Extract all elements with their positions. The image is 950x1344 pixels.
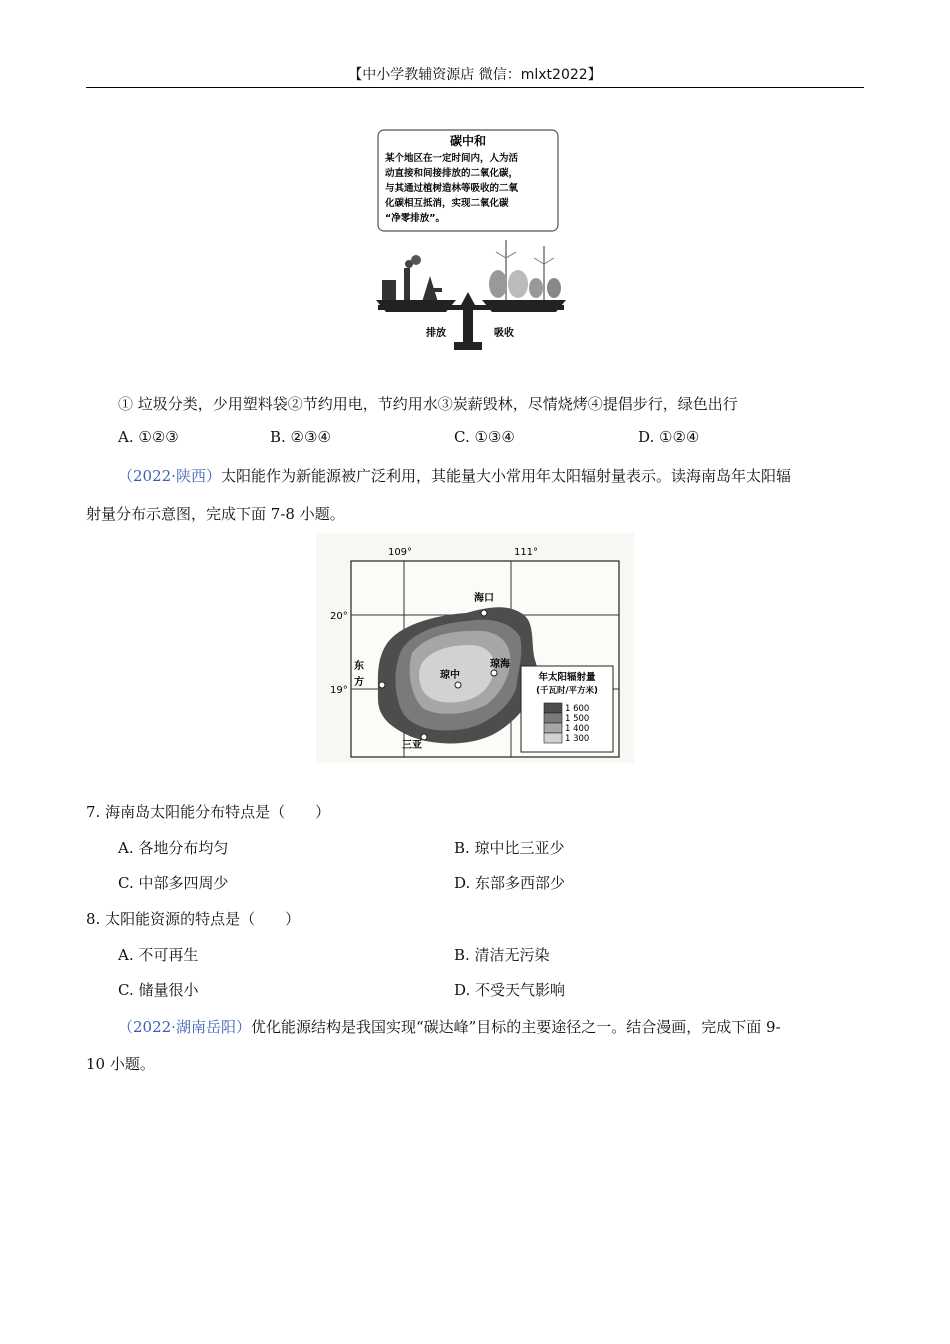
balance-box-title: 碳中和 xyxy=(449,134,487,148)
factory-icon xyxy=(382,255,442,302)
question-8-stem: 8. 太阳能资源的特点是（ ） xyxy=(86,910,301,928)
balance-box-line: 与其通过植树造林等吸收的二氧 xyxy=(385,183,519,194)
place-label: 海口 xyxy=(474,593,494,604)
place-label: 琼海 xyxy=(490,659,510,670)
header-rule xyxy=(86,87,864,88)
q8-option-d: D. 不受天气影响 xyxy=(454,981,566,999)
place-label: 东 xyxy=(354,661,364,672)
intro-9-10-line2: 10 小题。 xyxy=(86,1055,155,1073)
q7-option-b: B. 琼中比三亚少 xyxy=(454,839,565,857)
intro-7-8-line2: 射量分布示意图，完成下面 7-8 小题。 xyxy=(86,505,345,523)
q6-option-b: B. ②③④ xyxy=(270,428,331,446)
lon-label: 109° xyxy=(387,547,413,558)
legend-value: 1 300 xyxy=(565,734,590,744)
legend-value: 1 600 xyxy=(565,704,590,714)
intro-9-10-line1: （2022·湖南岳阳）优化能源结构是我国实现“碳达峰”目标的主要途径之一。结合漫画，完成下面 9- xyxy=(118,1018,781,1036)
q6-option-d: D. ①②④ xyxy=(638,428,700,446)
q8-option-c: C. 储量很小 xyxy=(118,981,199,999)
balance-box-line: 某个地区在一定时间内，人为活 xyxy=(385,153,519,164)
source-tag: （2022·陕西） xyxy=(118,467,221,485)
legend-value: 1 500 xyxy=(565,714,590,724)
place-label: 三亚 xyxy=(402,740,422,751)
place-label: 琼中 xyxy=(440,670,460,681)
emission-label: 排放 xyxy=(426,328,446,339)
q6-option-c: C. ①③④ xyxy=(454,428,515,446)
balance-box-line: 化碳相互抵消，实现二氧化碳 xyxy=(385,198,509,209)
legend-title: 年太阳辐射量 xyxy=(538,672,596,683)
scale-post xyxy=(463,305,473,347)
balance-box-line: 动直接和间接排放的二氧化碳， xyxy=(385,168,519,179)
trees-turbines-icon xyxy=(489,240,561,300)
intro-7-8-line1: （2022·陕西）太阳能作为新能源被广泛利用，其能量大小常用年太阳辐射量表示。读海南岛年太阳辐 xyxy=(118,467,791,485)
hainan-solar-radiation-map xyxy=(316,533,634,763)
lat-label: 19° xyxy=(330,685,348,696)
q6-option-a: A. ①②③ xyxy=(118,428,179,446)
lat-label: 20° xyxy=(330,611,348,622)
q8-option-b: B. 清洁无污染 xyxy=(454,946,550,964)
q7-option-d: D. 东部多西部少 xyxy=(454,874,566,892)
legend-value: 1 400 xyxy=(565,724,590,734)
question-6-statements: ① 垃圾分类，少用塑料袋②节约用电，节约用水③炭薪毁林，尽情烧烤④提倡步行，绿色出行 xyxy=(118,395,738,413)
lon-label: 111° xyxy=(513,547,539,558)
absorption-label: 吸收 xyxy=(494,328,514,339)
place-label: 方 xyxy=(354,677,364,688)
q8-option-a: A. 不可再生 xyxy=(118,946,199,964)
q7-option-c: C. 中部多四周少 xyxy=(118,874,229,892)
source-tag: （2022·湖南岳阳） xyxy=(118,1018,251,1036)
question-7-stem: 7. 海南岛太阳能分布特点是（ ） xyxy=(86,803,331,821)
carbon-neutral-balance-figure xyxy=(374,128,570,354)
q7-option-a: A. 各地分布均匀 xyxy=(118,839,229,857)
legend-unit: (千瓦时/平方米) xyxy=(536,686,598,696)
page-header: 【中小学教辅资源店 微信：mlxt2022】 xyxy=(348,67,602,83)
balance-box-line: “净零排放”。 xyxy=(385,213,445,224)
